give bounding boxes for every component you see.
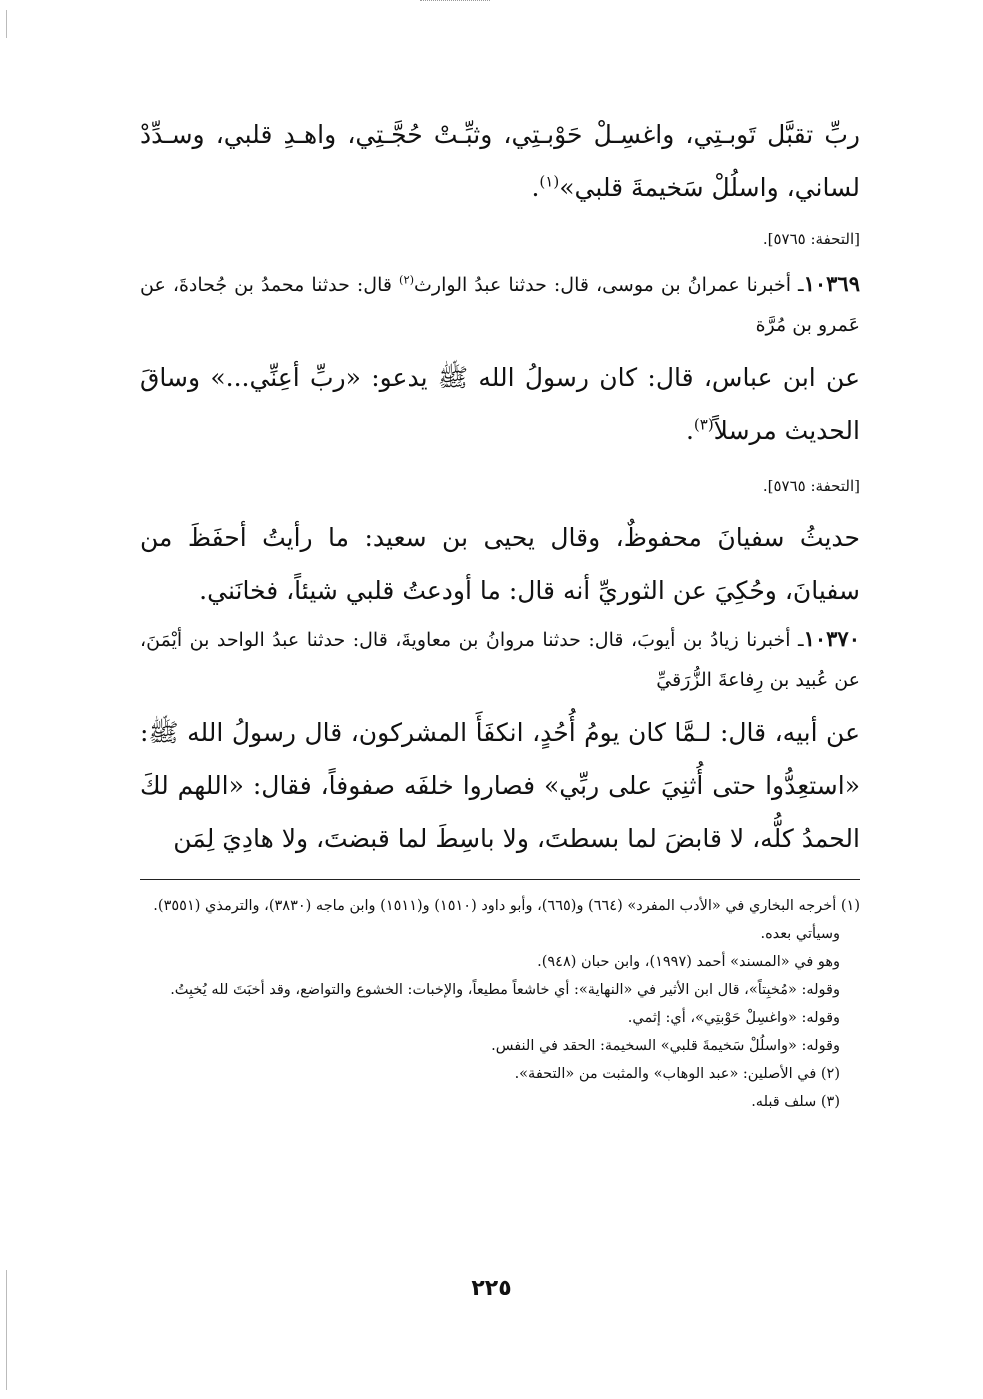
footnotes xyxy=(140,892,860,1116)
tuhfa-reference-2: [التحفة: ٥٧٦٥]. xyxy=(762,477,860,495)
footnote-ref-3[interactable]: (٣) xyxy=(693,415,714,434)
tuhfa-reference-1: [التحفة: ٥٧٦٥]. xyxy=(762,230,860,248)
isnad-text: ـ أخبرنا عمرانُ بن موسى، قال: حدثنا عبدُ الوارث xyxy=(414,274,804,296)
footnote-1-note-f: وقوله: «واسلُلْ سَخيمةَ قلبي» السخيمة: الحقد في النفس. xyxy=(491,1038,840,1054)
hadith-10370-matn: عن أبيه، قال: لـمَّا كان يومُ أُحُدٍ، انكفَأَ المشركون، قال رسولُ الله ﷺ: «استعِدُّوا حتى أُثنِيَ على ربِّي» فصاروا خلفَه صفوفاً، فقال: «اللهم لكَ الحمدُ كلُّه، لا قابضَ لما بسطتَ، ولا باسِطَ لما قبضتَ، ولا هادِيَ لِمَن xyxy=(140,718,860,853)
footnote-ref-2[interactable]: (٢) xyxy=(399,272,415,287)
footnote-1-note-c: وهو في «المسند» أحمد (١٩٩٧)، وابن حبان (٩٤٨). xyxy=(537,954,840,970)
hadith-number-10369: ١٠٣٦٩ xyxy=(803,271,860,296)
paragraph-text: ربِّ تقبَّل تَوبـتِي، واغسِـلْ حَوْبـتِي، وثبِّـتْ حُجَّـتِي، واهـدِ قلبي، وسـدِّدْ لساني، واسلُلْ سَخيمةَ قلبي» xyxy=(140,120,860,202)
footnote-1-note-b: وسيأتي بعده. xyxy=(760,926,840,942)
page-body xyxy=(140,90,860,1116)
commentary-sufyan: حديثُ سفيانَ محفوظٌ، وقال يحيى بن سعيد: ما رأيتُ أحفَظَ من سفيانَ، وحُكِيَ عن الثوريِّ أنه قال: ما أودعتُ قلبي شيئاً، فخانَني. xyxy=(140,523,860,605)
isnad-text-2: قال: حدثنا محمدُ بن جُحادةَ، عن عَمرو بن مُرَّة xyxy=(140,274,860,336)
footnote-1-note-e: وقوله: «واغسِلْ حَوْبتِي»، أي: إثمي. xyxy=(627,1010,840,1026)
hadith-10370-isnad xyxy=(140,619,860,700)
footnote-2: (٢) في الأصلين: «عبد الوهاب» والمثبت من «التحفة». xyxy=(514,1066,840,1082)
hadith-number-10370: ١٠٣٧٠ xyxy=(803,626,860,651)
paragraph-dua-continued xyxy=(140,108,860,214)
footnote-separator xyxy=(140,879,860,880)
footnote-1-note-d: وقوله: «مُخبِتاً»، قال ابن الأثير في «النهاية»: أي خاشعاً مطيعاً، والإخبات: الخشوع والتواضع، وقد أخبَتَ لله يُخبِتُ. xyxy=(170,982,840,998)
footnote-3: (٣) سلف قبله. xyxy=(751,1094,840,1110)
page-number: ٢٢٥ xyxy=(471,1276,512,1301)
matn-text: عن ابن عباس، قال: كان رسولُ الله ﷺ يدعو: «ربِّ أعِنِّي...» وساقَ الحديث مرسلاً xyxy=(140,363,860,445)
period: . xyxy=(685,416,694,445)
footnote-1: (١) أخرجه البخاري في «الأدب المفرد» (٦٦٤) و(٦٦٥)، وأبو داود (١٥١٠) و(١٥١١) وابن ماجه (٣٨٣٠)، والترمذي (٣٥٥١). xyxy=(153,898,860,914)
isnad-text: ـ أخبرنا زيادُ بن أيوبَ، قال: حدثنا مروانُ بن معاويةَ، قال: حدثنا عبدُ الواحد بن أيْمَنَ، عن عُبيد بن رِفاعةَ الزُّرَقيِّ xyxy=(140,629,860,691)
left-margin-tick xyxy=(6,10,7,38)
hadith-10369-isnad xyxy=(140,264,860,345)
period: . xyxy=(531,173,540,202)
hadith-10369-matn xyxy=(140,351,860,457)
footnote-ref-1[interactable]: (١) xyxy=(539,172,560,191)
top-scan-marks xyxy=(420,0,490,7)
